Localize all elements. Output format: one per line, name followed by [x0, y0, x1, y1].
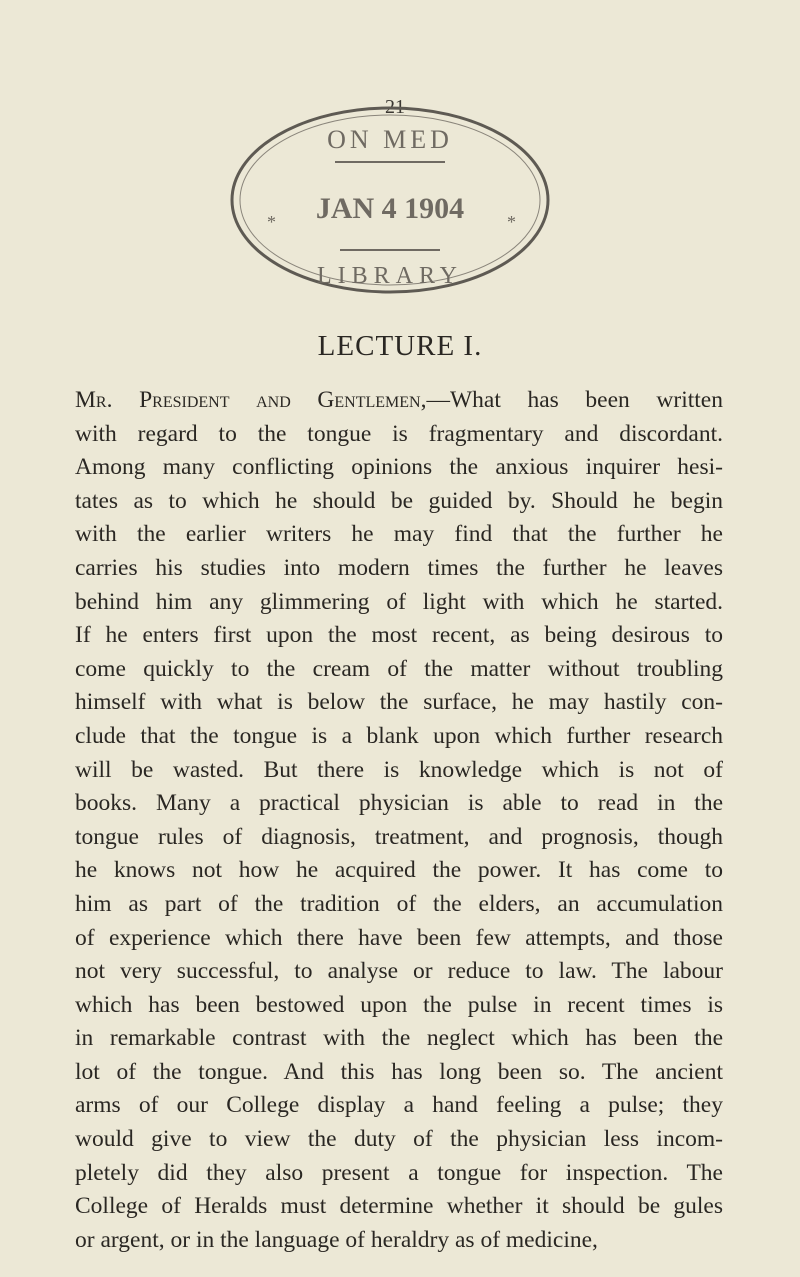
body-line: Among many conflicting opinions the anxious inquirer hesi-: [75, 454, 723, 481]
body-line: books. Many a practical physician is able to read in the: [75, 790, 723, 817]
svg-text:*: *: [267, 212, 276, 232]
library-stamp: [225, 100, 555, 300]
library-stamp-graphic: [225, 100, 555, 300]
body-line: him as part of the tradition of the elders, an accumulation: [75, 890, 723, 917]
lecture-heading: LECTURE I.: [317, 330, 483, 362]
body-line: pletely did they also present a tongue for inspection. The: [75, 1159, 723, 1186]
body-line: or argent, or in the language of heraldry as of medicine,: [75, 1226, 598, 1253]
body-line: If he enters first upon the most recent, as being desirous to: [75, 622, 723, 649]
lecture-body: [75, 384, 723, 1257]
body-line: with the earlier writers he may find that the further he: [75, 521, 723, 548]
body-line: come quickly to the cream of the matter without troubling: [75, 655, 723, 682]
body-line-1: [75, 384, 723, 418]
body-line: tates as to which he should be guided by. Should he begin: [75, 487, 723, 514]
body-line: not very successful, to analyse or reduce to law. The labour: [75, 958, 723, 985]
stamp-date: JAN 4 1904: [315, 192, 465, 225]
body-line: arms of our College display a hand feeling a pulse; they: [75, 1092, 723, 1119]
svg-text:*: *: [507, 212, 516, 232]
stamp-top-text: ON MED: [327, 125, 453, 154]
body-line: himself with what is below the surface, he may hastily con-: [75, 689, 723, 716]
body-line: behind him any glimmering of light with which he started.: [75, 588, 723, 615]
page-number: 21: [385, 96, 405, 118]
body-line: clude that the tongue is a blank upon which further research: [75, 722, 723, 749]
body-line: lot of the tongue. And this has long been so. The ancient: [75, 1058, 723, 1085]
body-line: carries his studies into modern times the further he leaves: [75, 554, 723, 581]
body-line: College of Heralds must determine whether it should be gules: [75, 1193, 723, 1220]
body-line: he knows not how he acquired the power. It has come to: [75, 857, 723, 884]
stamp-bottom-text: LIBRARY: [316, 263, 464, 289]
body-line: will be wasted. But there is knowledge which is not of: [75, 756, 723, 783]
body-line: with regard to the tongue is fragmentary and discordant.: [75, 420, 723, 447]
body-line: tongue rules of diagnosis, treatment, and prognosis, though: [75, 823, 723, 850]
salutation: Mr. President and Gentlemen,: [75, 387, 427, 413]
body-line: would give to view the duty of the physician less incom-: [75, 1126, 723, 1153]
body-line: in remarkable contrast with the neglect which has been the: [75, 1025, 723, 1052]
body-line: which has been bestowed upon the pulse in recent times is: [75, 991, 723, 1018]
body-line-1-text: —What has been written: [426, 387, 723, 413]
body-line: of experience which there have been few attempts, and those: [75, 924, 723, 951]
